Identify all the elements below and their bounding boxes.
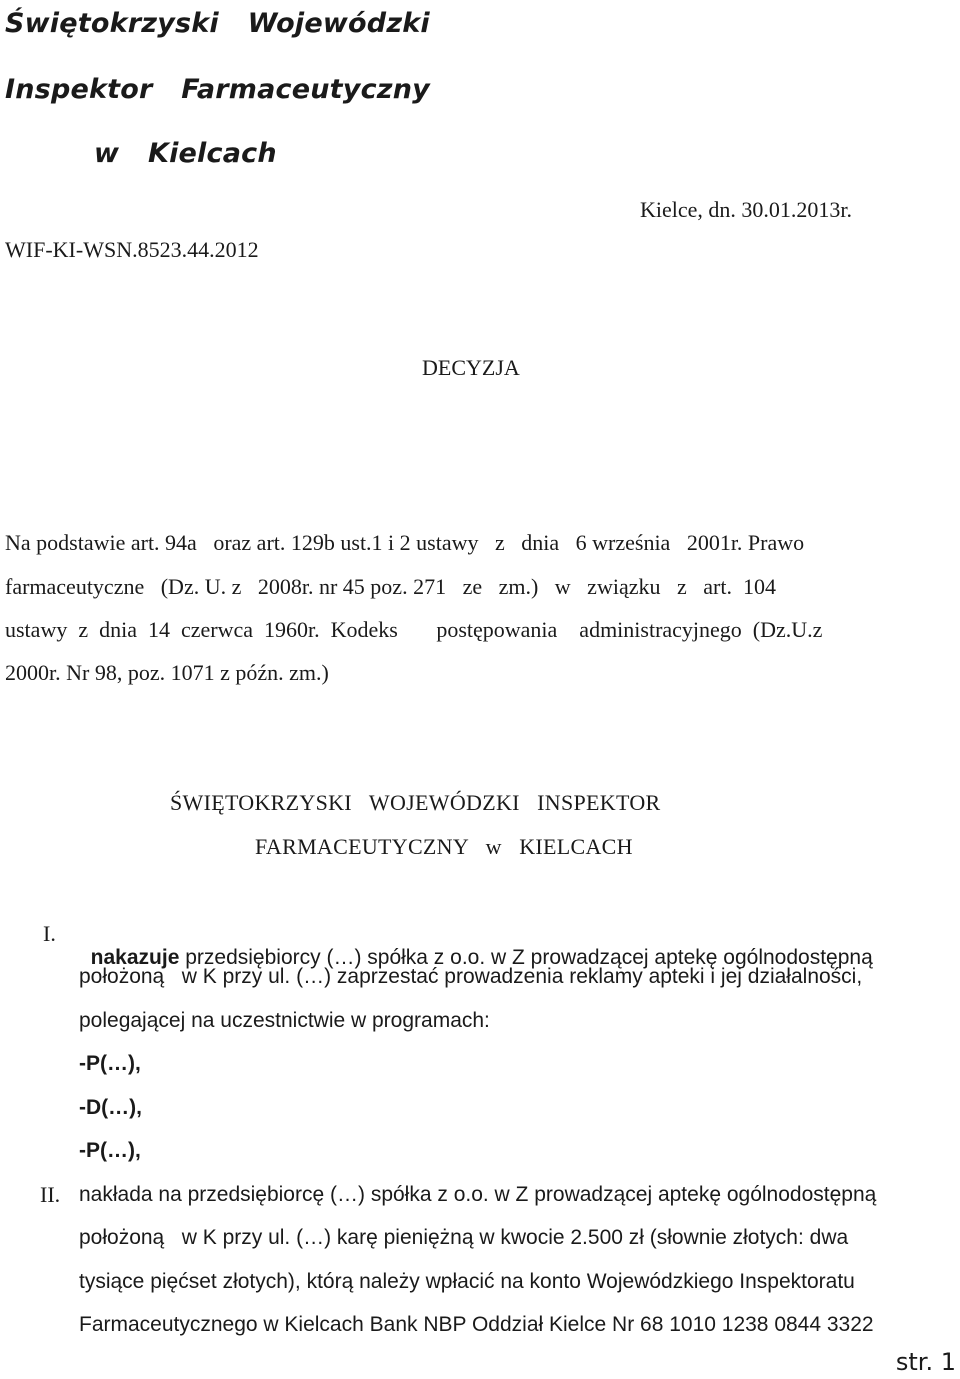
authority-line2: FARMACEUTYCZNY w KIELCACH	[255, 834, 633, 859]
item-number: I.	[43, 921, 56, 946]
authority-line1: ŚWIĘTOKRZYSKI WOJEWÓDZKI INSPEKTOR	[170, 790, 661, 815]
item-number: II.	[40, 1182, 61, 1207]
item-keyword: nakazuje	[90, 946, 180, 969]
item-first-line	[79, 922, 873, 970]
legal-basis-line: Na podstawie art. 94a oraz art. 129b ust.1 i 2 ustawy z dnia 6 września 2001r. Prawo	[5, 530, 805, 555]
header-authority-line3: w Kielcach	[94, 138, 277, 169]
place-date: Kielce, dn. 30.01.2013r.	[640, 197, 853, 222]
header-authority-line1: Świętokrzyski Wojewódzki	[5, 8, 430, 39]
item-subentry: -P(…),	[79, 1052, 141, 1075]
item-subentry: -D(…),	[79, 1096, 142, 1119]
legal-basis-line: ustawy z dnia 14 czerwca 1960r. Kodeks postępowania administracyjnego (Dz.U.z	[5, 617, 823, 642]
item-line: Farmaceutycznego w Kielcach Bank NBP Oddział Kielce Nr 68 1010 1238 0844 3322	[79, 1313, 874, 1336]
item-line: położoną w K przy ul. (…) zaprzestać prowadzenia reklamy apteki i jej działalności,	[79, 965, 863, 988]
item-first-line: nakłada na przedsiębiorcę (…) spółka z o.o. w Z prowadzącej aptekę ogólnodostępną	[79, 1183, 877, 1206]
document-title: DECYZJA	[422, 355, 520, 380]
item-line: tysiące pięćset złotych), którą należy wpłacić na konto Wojewódzkiego Inspektoratu	[79, 1270, 855, 1293]
item-line: polegającej na uczestnictwie w programach:	[79, 1009, 490, 1032]
item-line: położoną w K przy ul. (…) karę pieniężną w kwocie 2.500 zł (słownie złotych: dwa	[79, 1226, 849, 1249]
item-first-text: przedsiębiorcy (…) spółka z o.o. w Z prowadzącej aptekę ogólnodostępną	[179, 946, 873, 969]
legal-basis-line: 2000r. Nr 98, poz. 1071 z późn. zm.)	[5, 660, 329, 685]
legal-basis-line: farmaceutyczne (Dz. U. z 2008r. nr 45 poz. 271 ze zm.) w związku z art. 104	[5, 574, 776, 599]
page-number: str. 1	[895, 1348, 956, 1376]
case-number: WIF-KI-WSN.8523.44.2012	[5, 237, 259, 262]
item-subentry: -P(…),	[79, 1139, 141, 1162]
header-authority-line2: Inspektor Farmaceutyczny	[5, 74, 430, 105]
